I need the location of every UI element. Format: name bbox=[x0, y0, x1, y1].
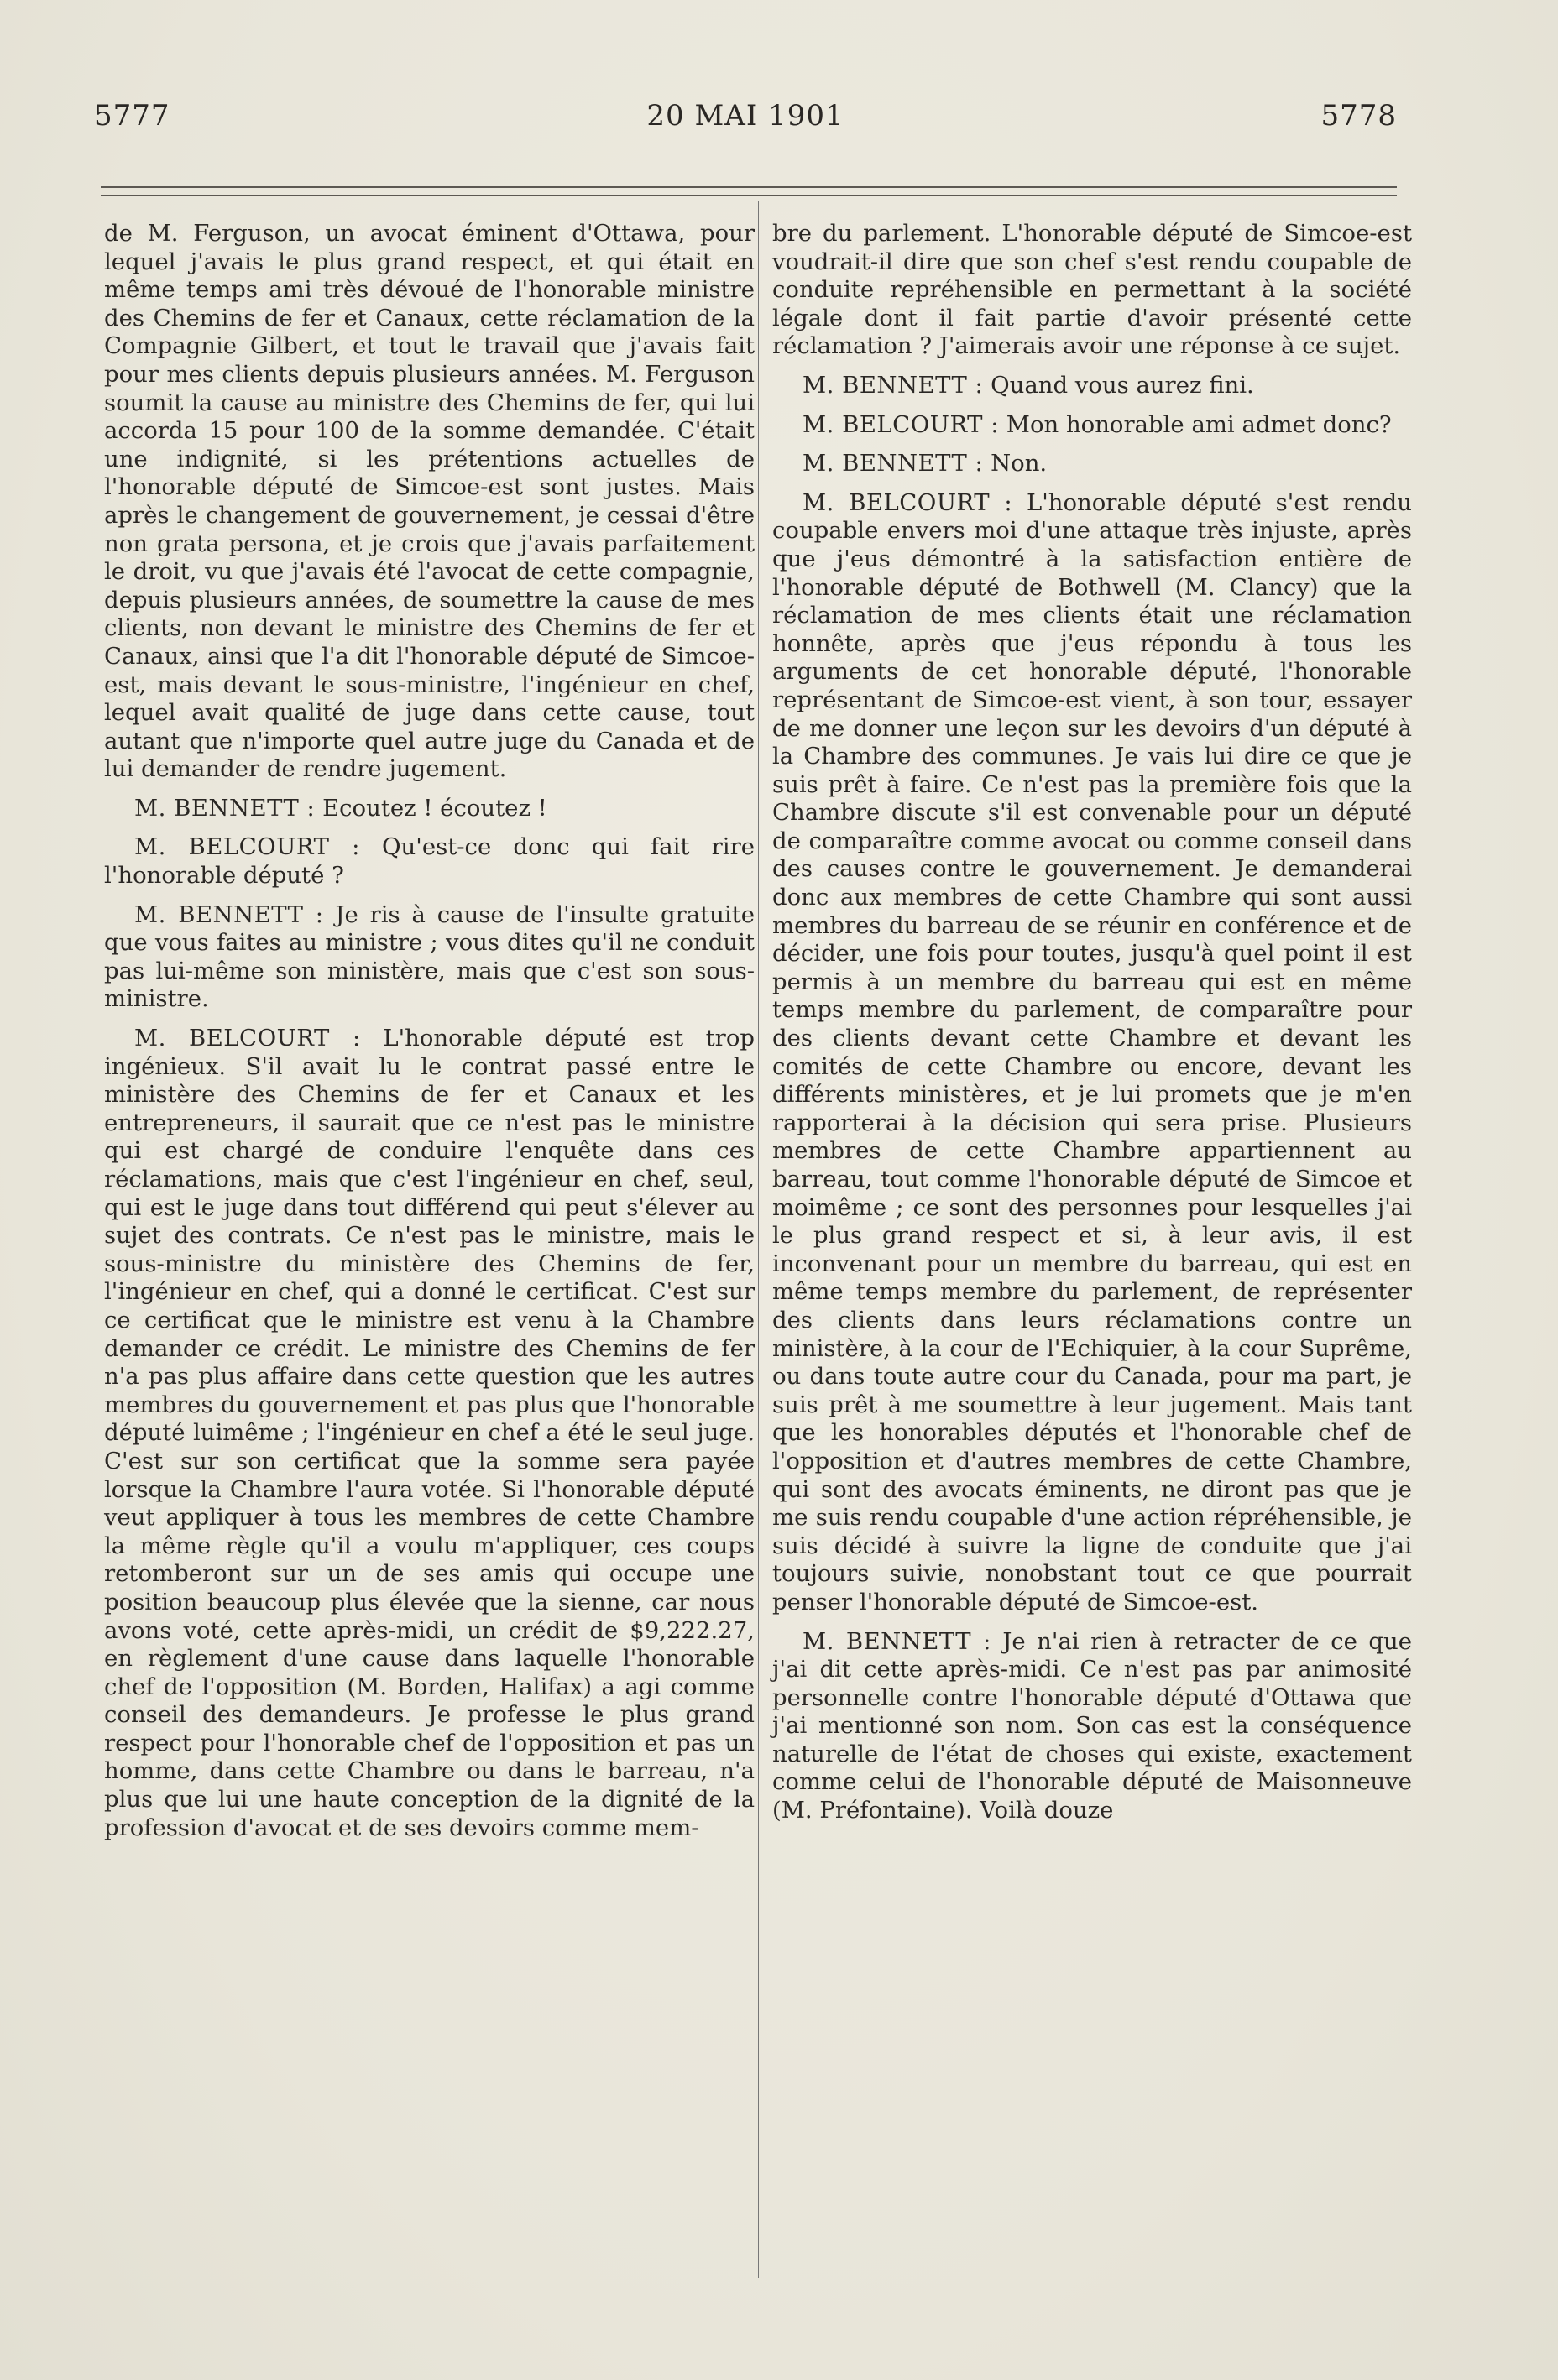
speaker-name: M. BELCOURT : bbox=[134, 833, 360, 861]
speaker-name: M. BENNETT : bbox=[134, 900, 324, 928]
paragraph-text: de M. Ferguson, un avocat éminent d'Ottawa, pour lequel j'avais le plus grand respect, et qui était en même temps ami très dévoué de l'honorable ministre des Chemins de fer et Canaux, cette réclamation de la Compagnie Gilbert, et tout le travail que j'avais fait pour mes clients depuis plusieurs années. M. Ferguson soumit la cause au ministre des Chemins de fer, qui lui accorda 15 pour 100 de la somme demandée. C'était une indignité, si les prétentions actuelles de l'honorable député de Simcoe-est sont justes. Mais après le changement de gouvernement, je cessai d'être non grata persona, et je crois que j'avais parfaitement le droit, vu que j'avais été l'avocat de cette compagnie, depuis plusieurs années, de soumettre la cause de mes clients, non devant le ministre des Chemins de fer et Canaux, ainsi que l'a dit l'honorable député de Simcoe-est, mais devant le sous-ministre, l'ingénieur en chef, lequel avait qualité de juge dans cette cause, tout autant que n'importe quel autre juge du Canada et de lui demander de rendre jugement. bbox=[104, 220, 755, 783]
paragraph bbox=[104, 833, 755, 890]
paragraph-text: L'honorable député s'est rendu coupable envers moi d'une attaque très injuste, après que j'eus démontré à la satisfaction entière de l'honorable député de Bothwell (M. Clancy) que la réclamation de mes clients était une réclamation honnête, après que j'eus répondu à tous les arguments de cet honorable député, l'honorable représentant de Simcoe-est vient, à son tour, essayer de me donner une leçon sur les devoirs d'un député à la Chambre des communes. Je vais lui dire ce que je suis prêt à faire. Ce n'est pas la première fois que la Chambre discute s'il est convenable pour un député de comparaître comme avocat ou comme conseil dans des causes contre le gouvernement. Je demanderai donc aux membres de cette Chambre qui sont aussi membres du barreau de se réunir en conférence et de décider, une fois pour toutes, jusqu'à quel point il est permis à un membre du barreau qui est en même temps membre du parlement, de comparaître pour des clients devant cette Chambre et devant les comités de cette Chambre ou encore, devant les différents ministères, et je lui promets que je m'en rapporterai à la décision qui sera prise. Plusieurs membres de cette Chambre appartiennent au barreau, tout comme l'honorable député de Simcoe et moimême ; ce sont des personnes pour lesquelles j'ai le plus grand respect et si, à leur avis, il est inconvenant pour un membre du barreau, qui est en même temps membre du parlement, de représenter des clients dans leurs réclamations contre un ministère, à la cour de l'Echiquier, à la cour Suprême, ou dans toute autre cour du Canada, pour ma part, je suis prêt à me soumettre à leur jugement. Mais tant que les honorables députés et l'honorable chef de l'opposition et d'autres membres de cette Chambre, qui sont des avocats éminents, ne diront pas que je me suis rendu coupable d'une action répréhensible, je suis décidé à suivre la ligne de conduite que j'ai toujours suivie, nonobstant tout ce que pourrait penser l'honorable député de Simcoe-est. bbox=[772, 488, 1412, 1615]
page-number-left: 5777 bbox=[94, 99, 170, 133]
text-column-left bbox=[104, 220, 755, 1853]
paragraph-text: Non. bbox=[991, 450, 1048, 478]
paragraph bbox=[772, 450, 1412, 478]
text-column-right bbox=[772, 220, 1412, 1836]
paragraph bbox=[104, 220, 755, 784]
paragraph-text: L'honorable député est trop ingénieux. S'il avait lu le contrat passé entre le ministère des Chemins de fer et Canaux et les entrepreneurs, il saurait que ce n'est pas le ministre qui est chargé de conduire l'enquête dans ces réclamations, mais que c'est l'ingénieur en chef, seul, qui est le juge dans tout différend qui peut s'élever au sujet des contrats. Ce n'est pas le ministre, mais le sous-ministre du ministère des Chemins de fer, l'ingénieur en chef, qui a donné le certificat. C'est sur ce certificat que le ministre est venu à la Chambre demander ce crédit. Le ministre des Chemins de fer n'a pas plus affaire dans cette question que les autres membres du gouvernement et pas plus que l'honorable député luimême ; l'ingénieur en chef a été le seul juge. C'est sur son certificat que la somme sera payée lorsque la Chambre l'aura votée. Si l'honorable député veut appliquer à tous les membres de cette Chambre la même règle qu'il a voulu m'appliquer, ces coups retomberont sur un de ses amis qui occupe une position beaucoup plus élevée que la sienne, car nous avons voté, cette après-midi, un crédit de $9,222.27, en règlement d'une cause dans laquelle l'honorable chef de l'opposition (M. Borden, Halifax) a agi comme conseil des demandeurs. Je professe le plus grand respect pour l'honorable chef de l'opposition et pas un homme, dans cette Chambre ou dans le barreau, n'a plus que lui une haute conception de la dignité de la profession d'avocat et de ses devoirs comme mem- bbox=[104, 1025, 755, 1841]
paragraph-text: Mon honorable ami admet donc? bbox=[1006, 410, 1392, 438]
column-divider bbox=[758, 201, 759, 2278]
paragraph bbox=[104, 795, 755, 823]
paragraph bbox=[104, 1025, 755, 1842]
header-rule-top bbox=[101, 186, 1397, 188]
paragraph-text: Qu'est-ce donc qui fait rire l'honorable député ? bbox=[104, 833, 755, 890]
speaker-name: M. BELCOURT : bbox=[134, 1025, 361, 1052]
page-number-right: 5778 bbox=[1320, 99, 1397, 133]
speaker-name: M. BELCOURT : bbox=[803, 488, 1013, 516]
header-rule-bottom bbox=[101, 195, 1397, 196]
paragraph bbox=[772, 220, 1412, 361]
page-header bbox=[94, 99, 1397, 149]
paragraph bbox=[772, 411, 1412, 440]
paragraph-text: Quand vous aurez fini. bbox=[991, 371, 1254, 399]
paragraph bbox=[772, 1628, 1412, 1825]
paragraph-text: bre du parlement. L'honorable député de Simcoe-est voudrait-il dire que son chef s'est rendu coupable de conduite repréhensible en permettant à la société légale dont il fait partie d'avoir présenté cette réclamation ? J'aimerais avoir une réponse à ce sujet. bbox=[772, 220, 1412, 360]
paragraph bbox=[772, 372, 1412, 400]
paragraph bbox=[772, 489, 1412, 1617]
header-date: 20 MAI 1901 bbox=[646, 99, 844, 133]
speaker-name: M. BENNETT : bbox=[803, 371, 984, 399]
speaker-name: M. BENNETT : bbox=[803, 1627, 991, 1655]
speaker-name: M. BENNETT : bbox=[803, 450, 984, 478]
paragraph bbox=[104, 901, 755, 1014]
paragraph-text: Je ris à cause de l'insulte gratuite que vous faites au ministre ; vous dites qu'il ne conduit pas lui-même son ministère, mais que c'est son sous-ministre. bbox=[104, 900, 755, 1013]
paragraph-text: Je n'ai rien à retracter de ce que j'ai dit cette après-midi. Ce n'est pas par animosité personnelle contre l'honorable député d'Ottawa que j'ai mentionné son nom. Son cas est la conséquence naturelle de l'état de choses qui existe, exactement comme celui de l'honorable député de Maisonneuve (M. Préfontaine). Voilà douze bbox=[772, 1627, 1413, 1824]
speaker-name: M. BELCOURT : bbox=[803, 410, 1000, 438]
speaker-name: M. BENNETT : bbox=[134, 794, 316, 822]
paragraph-text: Ecoutez ! écoutez ! bbox=[322, 794, 547, 822]
